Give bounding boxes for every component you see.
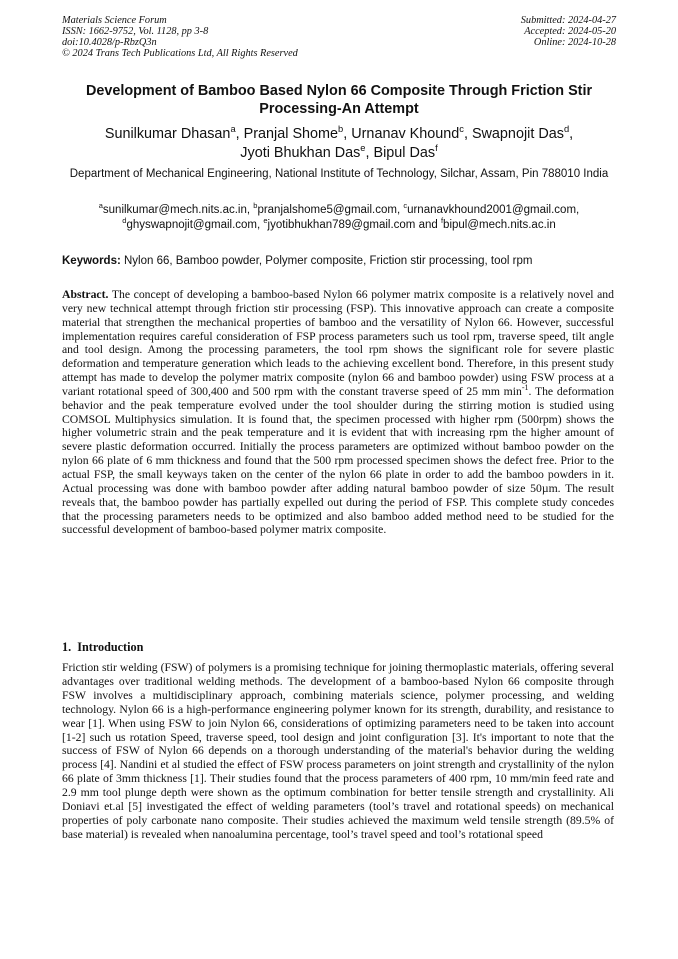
author: Jyoti Bhukhan Das$^e$, [240,143,374,161]
abstract-text: The concept of developing a bamboo-based Nylon 66 polymer matrix composite is a relatively novel and very new technical attempt through friction stir processing (FSP). This innovative approach can create a composite material that strengthen the mechanical properties of bamboo and the versatility of Nylon 66. However, successful implementation requires careful consideration of FSP process parameters such us tool rpm, traverse speed, tilt angle and tool design. Among the processing parameters, the tool rpm shows the significant role for severe plastic deformation and temperature generation which leads to the achieving excellent bond. Therefore, in this present study attempt has made to develop the polymer matrix composite (nylon 66 and bamboo powder) using FSW process at a variant rotational speed of 300,400 and 500 rpm with the constant traverse speed of 25 mm min [62,288,614,398]
email-entry[interactable]: $^f$bipul@mech.nits.ac.in [440,216,556,231]
abstract-text-cont: . The deformation behavior and the peak temperature evolved under the tool shoulder during the stirring motion is studied using COMSOL Multiphysics simulation. It is found that, the specimen processed with higher rpm (500rpm) shows the higher volumetric strain and the peak temperature and it is evident that with increasing rpm the higher amount of severe plastic deformation occurred. Initially the process parameters are optimized without bamboo powder on the nylon 66 plate of 6 mm thickness and found that the 500 rpm processed specimen shows the defect free. Prior to the actual FSP, the small keyways taken on the center of the nylon 66 plate in order to add the bamboo powders in it. Actual processing was done with bamboo powder after adding natural bamboo powder of size 50µm. The result reveals that, the bamboo powder has partially expelled out during the period of FSP. This complete study concedes that the processing parameters needs to be optimized and also bamboo added method need to be studied for the successful development of bamboo-based polymer matrix composite. [62,384,614,537]
journal-header [62,15,298,59]
section-heading-introduction: 1. Introduction [62,640,144,654]
email-entry[interactable]: $^d$ghyswapnojit@gmail.com, [122,216,264,231]
author: Sunilkumar Dhasan$^a$, [104,124,244,142]
author: Urnanav Khound$^c$, [351,124,472,142]
issn-line: ISSN: 1662-9752, Vol. 1128, pp 3-8 [62,26,209,37]
email-list [62,203,616,233]
journal-name: Materials Science Forum [62,15,167,26]
submitted-date: Submitted: 2024-04-27 [520,15,616,26]
author: Bipul Das$^f$ [373,143,438,161]
keywords-text: Nylon 66, Bamboo powder, Polymer composite, Friction stir processing, tool rpm [124,255,533,267]
copyright-line: © 2024 Trans Tech Publications Ltd, All Rights Reserved [62,48,298,59]
abstract-superscript: -1 [521,383,529,393]
email-entry[interactable]: $^a$sunilkumar@mech.nits.ac.in, [98,201,254,216]
paper-title: Development of Bamboo Based Nylon 66 Composite Through Friction Stir Processing-An Attempt [85,83,593,117]
email-entry[interactable]: $^c$urnanavkhound2001@gmail.com, [403,201,580,216]
abstract-label: Abstract. [62,288,109,301]
accepted-date: Accepted: 2024-05-20 [524,26,616,37]
doi-line[interactable]: doi:10.4028/p-RbzQ3n [62,37,157,48]
email-entry[interactable]: $^e$jyotibhukhan789@gmail.com and [263,216,441,231]
keywords [62,254,616,268]
author: Swapnojit Das$^d$, [471,124,574,142]
email-entry[interactable]: $^b$pranjalshome5@gmail.com, [253,201,404,216]
author-list [62,125,616,163]
affiliation: Department of Mechanical Engineering, National Institute of Technology, Silchar, Assam, Pin 788010 India [69,168,609,180]
keywords-label: Keywords: [62,255,121,267]
abstract [62,288,614,537]
introduction-text: Friction stir welding (FSW) of polymers is a promising technique for joining thermoplastic materials, offering several advantages over traditional welding methods. The development of a bamboo-based Nylon 66 composite through FSW involves a multidisciplinary approach, combining materials science, polymer processing, and welding technology. Nylon 66 is a high-performance engineering polymer known for its strength, durability, and resistance to wear [1]. When using FSW to join Nylon 66, considerations of optimizing parameters need to be taken into account [1-2] such us rotation Speed, traverse speed, tool design and joint configuration [3]. It's important to note that the success of FSW of Nylon 66 depends on a thorough understanding of the material's behavior during the welding process [4]. Nandini et al studied the effect of FSW process parameters on joint strength and crystallinity of the nylon 66 plate of 3mm thickness [1]. Their studies found that the process parameters of 400 rpm, 10 mm/min feed rate and 2.9 mm tool plunge depth were shown as the optimum combination for better tensile strength and crystallinity. Ali Doniavi et.al [5] investigated the effect of welding parameters (tool’s travel and rotational speeds) on mechanical properties of poly carbonate nano composite. Their studies achieved the maximum weld tensile strength (89.5% of base material) is revealed when nanoalumina percentage, tool’s travel speed and tool’s rotational speed [62,661,614,841]
dates-header [521,15,616,48]
author: Pranjal Shome$^b$, [243,124,352,142]
online-date: Online: 2024-10-28 [533,37,616,48]
